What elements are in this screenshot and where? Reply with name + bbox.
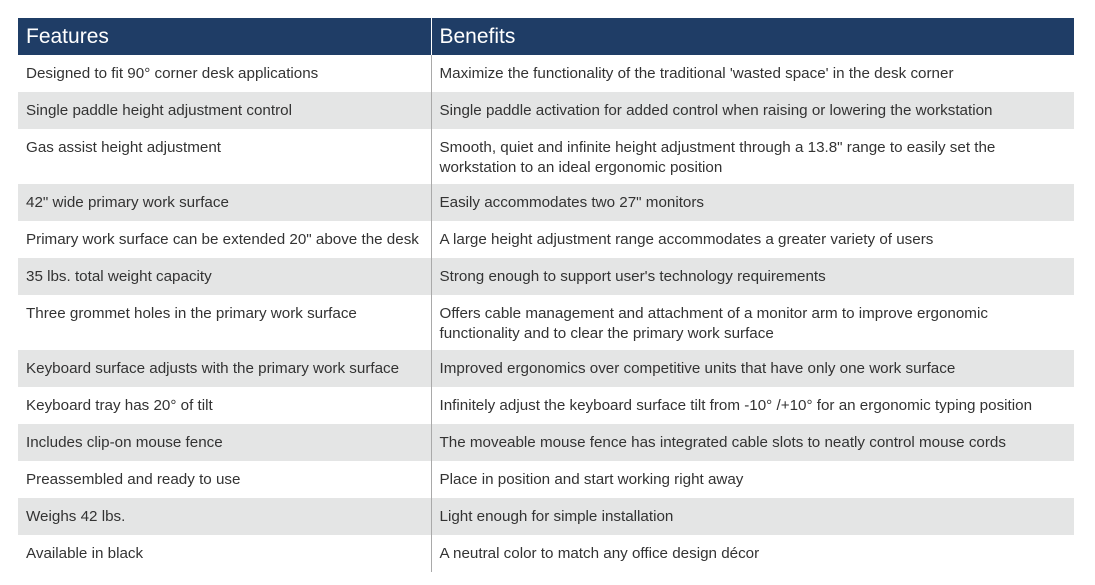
benefit-cell: Easily accommodates two 27" monitors bbox=[431, 184, 1074, 221]
feature-cell: Three grommet holes in the primary work surface bbox=[18, 295, 431, 350]
benefit-cell: A neutral color to match any office design décor bbox=[439, 545, 760, 562]
feature-cell: Single paddle height adjustment control bbox=[18, 92, 431, 129]
table-row bbox=[18, 295, 1074, 350]
table-header-row bbox=[18, 18, 1074, 55]
feature-cell: Preassembled and ready to use bbox=[18, 461, 431, 498]
benefit-cell: The moveable mouse fence has integrated cable slots to neatly control mouse cords bbox=[431, 424, 1074, 461]
benefit-cell: Offers cable management and attachment of a monitor arm to improve ergonomic functionality and to clear the primary work surface bbox=[439, 305, 988, 342]
features-column-header: Features bbox=[18, 18, 431, 55]
feature-cell: 42" wide primary work surface bbox=[18, 184, 431, 221]
table-row bbox=[18, 129, 1074, 184]
table-row bbox=[18, 258, 1074, 295]
table-row bbox=[18, 424, 1074, 461]
benefit-cell: Light enough for simple installation bbox=[431, 498, 1074, 535]
benefit-cell: Smooth, quiet and infinite height adjustment through a 13.8" range to easily set the workstation to an ideal ergonomic position bbox=[439, 139, 996, 176]
benefit-cell: Strong enough to support user's technology requirements bbox=[431, 258, 1074, 295]
benefit-cell: Place in position and start working right away bbox=[439, 471, 744, 488]
table-row bbox=[18, 92, 1074, 129]
features-benefits-table bbox=[18, 18, 1074, 572]
table-row bbox=[18, 535, 1074, 572]
features-benefits-table-container bbox=[18, 18, 1074, 572]
table-row bbox=[18, 184, 1074, 221]
table-row bbox=[18, 387, 1074, 424]
benefit-cell: Single paddle activation for added control when raising or lowering the workstation bbox=[431, 92, 1074, 129]
feature-cell: Weighs 42 lbs. bbox=[18, 498, 431, 535]
table-row bbox=[18, 350, 1074, 387]
feature-cell: Keyboard tray has 20° of tilt bbox=[18, 387, 431, 424]
feature-cell: Designed to fit 90° corner desk applications bbox=[18, 55, 431, 92]
benefit-cell: Infinitely adjust the keyboard surface tilt from -10° /+10° for an ergonomic typing position bbox=[439, 397, 1033, 414]
table-row bbox=[18, 461, 1074, 498]
benefits-column-header: Benefits bbox=[431, 18, 1074, 55]
table-row bbox=[18, 55, 1074, 92]
table-row bbox=[18, 498, 1074, 535]
benefit-cell: Maximize the functionality of the traditional 'wasted space' in the desk corner bbox=[439, 65, 954, 82]
feature-cell: 35 lbs. total weight capacity bbox=[18, 258, 431, 295]
feature-cell: Available in black bbox=[18, 535, 431, 572]
benefit-cell: Improved ergonomics over competitive units that have only one work surface bbox=[431, 350, 1074, 387]
feature-cell: Primary work surface can be extended 20" above the desk bbox=[18, 221, 431, 258]
feature-cell: Keyboard surface adjusts with the primary work surface bbox=[18, 350, 431, 387]
feature-cell: Includes clip-on mouse fence bbox=[18, 424, 431, 461]
benefit-cell: A large height adjustment range accommodates a greater variety of users bbox=[439, 231, 934, 248]
table-row bbox=[18, 221, 1074, 258]
feature-cell: Gas assist height adjustment bbox=[18, 129, 431, 184]
